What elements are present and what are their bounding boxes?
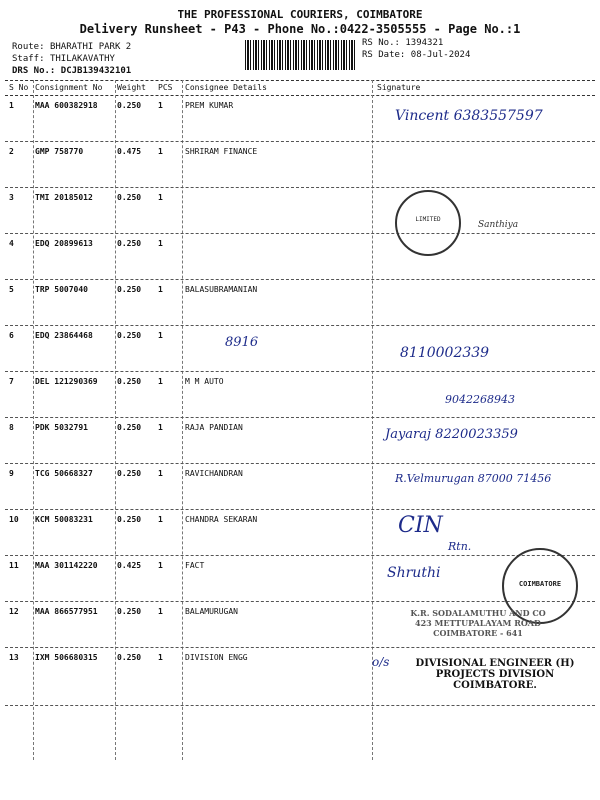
cell-sno: 6: [9, 331, 14, 340]
cell-sno: 2: [9, 147, 14, 156]
stamp-line: DIVISIONAL ENGINEER (H): [415, 658, 575, 669]
signature-row11: Shruthi: [387, 565, 441, 581]
rs-date-line: [362, 50, 470, 60]
route-label: Route:: [12, 42, 45, 52]
cell-consignee: M M AUTO: [185, 377, 224, 386]
signature-row9: R.Velmurugan 87000 71456: [395, 472, 552, 485]
cell-sno: 10: [9, 515, 19, 524]
cell-consignment: EDQ 20899613: [35, 239, 93, 248]
cell-consignee: BALAMURUGAN: [185, 607, 238, 616]
table-row: [5, 509, 595, 556]
cell-weight: 0.250: [117, 653, 142, 662]
cell-pcs: 1: [158, 239, 163, 248]
rs-date-label: RS Date:: [362, 50, 406, 60]
cell-pcs: 1: [158, 423, 163, 432]
cell-consignee: BALASUBRAMANIAN: [185, 285, 258, 294]
cell-consignment: PDK 5032791: [35, 423, 88, 432]
table-row: [5, 279, 595, 326]
cell-consignment: EDQ 23864468: [35, 331, 93, 340]
cell-consignee: FACT: [185, 561, 205, 570]
table-row: [5, 325, 595, 372]
cell-consignment: MAA 600382918: [35, 101, 98, 110]
company-address-stamp: [378, 608, 578, 638]
divisional-engineer-stamp: [400, 658, 590, 691]
cell-consignment: MAA 866577951: [35, 607, 98, 616]
col-sno: S No: [9, 83, 29, 92]
cell-sno: 8: [9, 423, 14, 432]
route-line: [12, 42, 131, 52]
stamp-line: K.R. SODALAMUTHU AND CO: [410, 608, 546, 618]
col-signature: Signature: [377, 83, 421, 92]
cell-consignment: GMP 758770: [35, 147, 84, 156]
cell-pcs: 1: [158, 377, 163, 386]
cell-pcs: 1: [158, 515, 163, 524]
cell-weight: 0.475: [117, 147, 142, 156]
table-row: [5, 463, 595, 510]
cell-consignee: SHRIRAM FINANCE: [185, 147, 258, 156]
cell-pcs: 1: [158, 285, 163, 294]
company-title: THE PROFESSIONAL COURIERS, COIMBATORE: [177, 8, 423, 21]
runsheet-title: Delivery Runsheet - P43 - Phone No.:0422-3505555 - Page No.:1: [79, 22, 521, 36]
rs-no-line: [362, 38, 443, 48]
seal-text: LIMITED: [415, 216, 441, 223]
cell-weight: 0.250: [117, 423, 142, 432]
cell-consignee: PREM KUMAR: [185, 101, 234, 110]
cell-weight: 0.250: [117, 469, 142, 478]
cell-weight: 0.250: [117, 607, 142, 616]
cell-consignment: DEL 121290369: [35, 377, 98, 386]
signature-row10-note: Rtn.: [448, 540, 472, 553]
cell-consignment: TRP 5007040: [35, 285, 88, 294]
table-row: [5, 141, 595, 188]
rs-date-value: 08-Jul-2024: [410, 50, 471, 60]
stamp-line: COIMBATORE - 641: [433, 628, 523, 638]
note-row13: o/s: [372, 655, 390, 669]
cell-sno: 3: [9, 193, 14, 202]
stamp-line: PROJECTS DIVISION: [435, 669, 555, 680]
col-pcs: PCS: [158, 83, 173, 92]
col-consignment: Consignment No: [35, 83, 103, 92]
cell-weight: 0.250: [117, 239, 142, 248]
cell-consignment: TMI 20185012: [35, 193, 93, 202]
stamp-line: 423 METTUPALAYAM ROAD: [415, 618, 541, 628]
staff-line: [12, 54, 115, 64]
rs-no-label: RS No.:: [362, 38, 400, 48]
cell-consignee: RAVICHANDRAN: [185, 469, 243, 478]
cell-consignment: IXM 506680315: [35, 653, 98, 662]
cell-consignee: DIVISION ENGG: [185, 653, 248, 662]
cell-pcs: 1: [158, 469, 163, 478]
cell-pcs: 1: [158, 331, 163, 340]
cell-pcs: 1: [158, 607, 163, 616]
signature-row10: CIN: [398, 513, 443, 538]
cell-consignment: KCM 50083231: [35, 515, 93, 524]
col-weight: Weight: [117, 83, 146, 92]
table-header: [5, 80, 595, 96]
route-value: BHARATHI PARK 2: [49, 42, 132, 52]
cell-pcs: 1: [158, 653, 163, 662]
signature-row1: Vincent 6383557597: [395, 108, 543, 124]
company-seal: [395, 190, 461, 256]
cell-consignment: TCG 50668327: [35, 469, 93, 478]
cell-weight: 0.250: [117, 515, 142, 524]
cell-weight: 0.425: [117, 561, 142, 570]
signature-row7: 9042268943: [445, 393, 515, 406]
cell-sno: 7: [9, 377, 14, 386]
drs-value: DCJB139432101: [60, 66, 132, 76]
cell-pcs: 1: [158, 147, 163, 156]
note-row6: 8916: [225, 335, 259, 350]
cell-sno: 5: [9, 285, 14, 294]
cell-pcs: 1: [158, 101, 163, 110]
signature-row6: 8110002339: [400, 345, 490, 361]
cell-weight: 0.250: [117, 285, 142, 294]
staff-value: THILAKAVATHY: [49, 54, 115, 64]
rs-no-value: 1394321: [405, 38, 444, 48]
cell-consignment: MAA 301142220: [35, 561, 98, 570]
signature-row8: Jayaraj 8220023359: [385, 427, 518, 442]
drs-label: DRS No.:: [12, 66, 56, 76]
cell-pcs: 1: [158, 193, 163, 202]
signature-row3: Santhiya: [478, 220, 519, 230]
staff-label: Staff:: [12, 54, 45, 64]
cell-consignee: CHANDRA SEKARAN: [185, 515, 258, 524]
cell-sno: 11: [9, 561, 19, 570]
cell-pcs: 1: [158, 561, 163, 570]
cell-sno: 4: [9, 239, 14, 248]
cell-consignee: RAJA PANDIAN: [185, 423, 243, 432]
barcode: [245, 40, 357, 70]
cell-sno: 1: [9, 101, 14, 110]
cell-sno: 9: [9, 469, 14, 478]
col-consignee: Consignee Details: [185, 83, 267, 92]
cell-weight: 0.250: [117, 377, 142, 386]
cell-weight: 0.250: [117, 193, 142, 202]
drs-line: [12, 66, 131, 76]
cell-weight: 0.250: [117, 331, 142, 340]
cell-sno: 13: [9, 653, 19, 662]
table-row: [5, 233, 595, 280]
seal-text: COIMBATORE: [518, 580, 562, 588]
stamp-line: COIMBATORE.: [453, 680, 537, 691]
cell-sno: 12: [9, 607, 19, 616]
cell-weight: 0.250: [117, 101, 142, 110]
